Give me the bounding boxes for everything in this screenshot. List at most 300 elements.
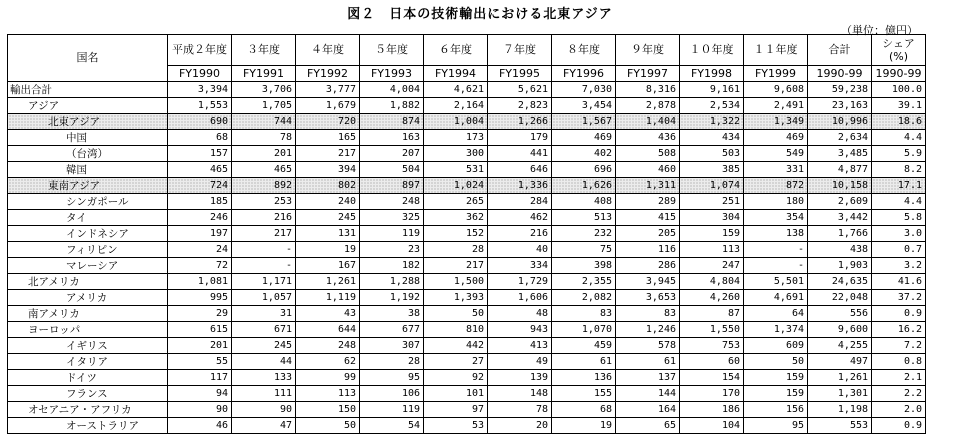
share-cell: 5.8 bbox=[872, 210, 926, 226]
value-cell: 802 bbox=[296, 178, 360, 194]
value-cell: - bbox=[744, 242, 808, 258]
value-cell: 216 bbox=[232, 210, 296, 226]
value-cell: 179 bbox=[488, 130, 552, 146]
header-year: ３年度 bbox=[232, 35, 296, 66]
row-label-cell bbox=[8, 258, 168, 274]
value-cell: 139 bbox=[488, 370, 552, 386]
value-cell: 159 bbox=[744, 386, 808, 402]
row-label-cell bbox=[8, 210, 168, 226]
value-cell: 4,004 bbox=[360, 82, 424, 98]
share-cell: 5.9 bbox=[872, 146, 926, 162]
row-label-cell bbox=[8, 274, 168, 290]
row-label: タイ bbox=[66, 211, 87, 224]
header-fiscal-year: FY1993 bbox=[360, 66, 424, 82]
value-cell: 2,082 bbox=[552, 290, 616, 306]
share-cell: 2.1 bbox=[872, 370, 926, 386]
value-cell: 136 bbox=[552, 370, 616, 386]
header-fiscal-year: FY1998 bbox=[680, 66, 744, 82]
row-label: アジア bbox=[28, 99, 60, 112]
value-cell: 60 bbox=[680, 354, 744, 370]
value-cell: 441 bbox=[488, 146, 552, 162]
value-cell: - bbox=[744, 258, 808, 274]
value-cell: 43 bbox=[296, 306, 360, 322]
row-label-cell bbox=[8, 146, 168, 162]
value-cell: 4,691 bbox=[744, 290, 808, 306]
header-year: 平成２年度 bbox=[168, 35, 232, 66]
value-cell: 247 bbox=[680, 258, 744, 274]
value-cell: 415 bbox=[616, 210, 680, 226]
value-cell: 94 bbox=[168, 386, 232, 402]
header-year: ６年度 bbox=[424, 35, 488, 66]
value-cell: 1,322 bbox=[680, 114, 744, 130]
row-label-cell bbox=[8, 194, 168, 210]
value-cell: 9,608 bbox=[744, 82, 808, 98]
value-cell: 95 bbox=[360, 370, 424, 386]
total-cell: 556 bbox=[808, 306, 872, 322]
value-cell: 3,394 bbox=[168, 82, 232, 98]
total-cell: 4,877 bbox=[808, 162, 872, 178]
header-year: ９年度 bbox=[616, 35, 680, 66]
share-cell: 41.6 bbox=[872, 274, 926, 290]
value-cell: 165 bbox=[296, 130, 360, 146]
table-row bbox=[8, 242, 926, 258]
value-cell: 334 bbox=[488, 258, 552, 274]
value-cell: 1,261 bbox=[296, 274, 360, 290]
unit-label: （単位：億円） bbox=[841, 24, 918, 37]
value-cell: 104 bbox=[680, 418, 744, 434]
value-cell: 117 bbox=[168, 370, 232, 386]
value-cell: 3,653 bbox=[616, 290, 680, 306]
table-row bbox=[8, 82, 926, 98]
value-cell: 1,074 bbox=[680, 178, 744, 194]
value-cell: 20 bbox=[488, 418, 552, 434]
value-cell: 1,288 bbox=[360, 274, 424, 290]
value-cell: 201 bbox=[168, 338, 232, 354]
value-cell: 106 bbox=[360, 386, 424, 402]
table-row bbox=[8, 98, 926, 114]
value-cell: 265 bbox=[424, 194, 488, 210]
value-cell: 50 bbox=[744, 354, 808, 370]
value-cell: 1,882 bbox=[360, 98, 424, 114]
total-cell: 4,255 bbox=[808, 338, 872, 354]
value-cell: 245 bbox=[296, 210, 360, 226]
row-label: 東南アジア bbox=[48, 179, 101, 192]
share-cell: 2.0 bbox=[872, 402, 926, 418]
row-label: イギリス bbox=[66, 339, 108, 352]
value-cell: 2,355 bbox=[552, 274, 616, 290]
value-cell: 413 bbox=[488, 338, 552, 354]
value-cell: 78 bbox=[488, 402, 552, 418]
value-cell: 154 bbox=[680, 370, 744, 386]
row-label: フランス bbox=[66, 387, 108, 400]
total-cell: 9,600 bbox=[808, 322, 872, 338]
value-cell: 5,621 bbox=[488, 82, 552, 98]
value-cell: 152 bbox=[424, 226, 488, 242]
value-cell: 1,404 bbox=[616, 114, 680, 130]
value-cell: 1,246 bbox=[616, 322, 680, 338]
value-cell: 137 bbox=[616, 370, 680, 386]
value-cell: 113 bbox=[680, 242, 744, 258]
value-cell: 240 bbox=[296, 194, 360, 210]
row-label-cell bbox=[8, 306, 168, 322]
table-row bbox=[8, 210, 926, 226]
row-label: イタリア bbox=[66, 355, 108, 368]
value-cell: 2,491 bbox=[744, 98, 808, 114]
row-label-cell bbox=[8, 354, 168, 370]
value-cell: 325 bbox=[360, 210, 424, 226]
value-cell: 1,192 bbox=[360, 290, 424, 306]
value-cell: 90 bbox=[232, 402, 296, 418]
share-cell: 0.8 bbox=[872, 354, 926, 370]
value-cell: 83 bbox=[552, 306, 616, 322]
share-cell: 37.2 bbox=[872, 290, 926, 306]
row-label-cell bbox=[8, 114, 168, 130]
value-cell: 690 bbox=[168, 114, 232, 130]
value-cell: 1,393 bbox=[424, 290, 488, 306]
header-year: ７年度 bbox=[488, 35, 552, 66]
row-label: 南アメリカ bbox=[28, 307, 80, 320]
value-cell: 47 bbox=[232, 418, 296, 434]
value-cell: 7,030 bbox=[552, 82, 616, 98]
table-row bbox=[8, 306, 926, 322]
share-cell: 4.4 bbox=[872, 130, 926, 146]
row-label-cell bbox=[8, 290, 168, 306]
value-cell: 1,119 bbox=[296, 290, 360, 306]
value-cell: 300 bbox=[424, 146, 488, 162]
value-cell: 1,626 bbox=[552, 178, 616, 194]
value-cell: 101 bbox=[424, 386, 488, 402]
value-cell: 44 bbox=[232, 354, 296, 370]
row-label-cell bbox=[8, 322, 168, 338]
table-row bbox=[8, 386, 926, 402]
value-cell: 186 bbox=[680, 402, 744, 418]
value-cell: 284 bbox=[488, 194, 552, 210]
table-row bbox=[8, 338, 926, 354]
total-cell: 1,198 bbox=[808, 402, 872, 418]
row-label: フィリピン bbox=[66, 243, 118, 256]
total-cell: 10,996 bbox=[808, 114, 872, 130]
value-cell: 2,823 bbox=[488, 98, 552, 114]
value-cell: 644 bbox=[296, 322, 360, 338]
value-cell: 469 bbox=[744, 130, 808, 146]
header-fiscal-year: FY1994 bbox=[424, 66, 488, 82]
total-cell: 59,238 bbox=[808, 82, 872, 98]
row-label-cell bbox=[8, 386, 168, 402]
header-share-range: 1990-99 bbox=[872, 66, 926, 82]
value-cell: 68 bbox=[552, 402, 616, 418]
row-label-cell bbox=[8, 82, 168, 98]
table-row bbox=[8, 162, 926, 178]
value-cell: 3,777 bbox=[296, 82, 360, 98]
row-label-cell bbox=[8, 338, 168, 354]
value-cell: - bbox=[232, 258, 296, 274]
total-cell: 3,442 bbox=[808, 210, 872, 226]
header-fiscal-year: FY1995 bbox=[488, 66, 552, 82]
value-cell: 504 bbox=[360, 162, 424, 178]
header-fiscal-year: FY1999 bbox=[744, 66, 808, 82]
value-cell: 531 bbox=[424, 162, 488, 178]
value-cell: 354 bbox=[744, 210, 808, 226]
table-row bbox=[8, 194, 926, 210]
share-cell: 8.2 bbox=[872, 162, 926, 178]
value-cell: 97 bbox=[424, 402, 488, 418]
total-cell: 2,634 bbox=[808, 130, 872, 146]
value-cell: 64 bbox=[744, 306, 808, 322]
value-cell: 286 bbox=[616, 258, 680, 274]
row-label: 韓国 bbox=[66, 163, 87, 176]
value-cell: 8,316 bbox=[616, 82, 680, 98]
share-cell: 7.2 bbox=[872, 338, 926, 354]
value-cell: 1,550 bbox=[680, 322, 744, 338]
value-cell: 465 bbox=[168, 162, 232, 178]
value-cell: 65 bbox=[616, 418, 680, 434]
value-cell: 232 bbox=[552, 226, 616, 242]
value-cell: 53 bbox=[424, 418, 488, 434]
row-label: ドイツ bbox=[66, 371, 97, 384]
row-label-cell bbox=[8, 162, 168, 178]
value-cell: 159 bbox=[680, 226, 744, 242]
value-cell: 1,057 bbox=[232, 290, 296, 306]
value-cell: 2,534 bbox=[680, 98, 744, 114]
table-row bbox=[8, 114, 926, 130]
table-row bbox=[8, 258, 926, 274]
row-label-cell bbox=[8, 226, 168, 242]
value-cell: 72 bbox=[168, 258, 232, 274]
header-year: ８年度 bbox=[552, 35, 616, 66]
value-cell: 201 bbox=[232, 146, 296, 162]
value-cell: 1,081 bbox=[168, 274, 232, 290]
value-cell: 696 bbox=[552, 162, 616, 178]
header-country: 国名 bbox=[8, 35, 168, 82]
page-title: 図２ 日本の技術輸出における北東アジア bbox=[347, 7, 613, 22]
row-label: アメリカ bbox=[66, 291, 108, 304]
row-label: 中国 bbox=[66, 131, 87, 144]
header-share: シェア (%) bbox=[872, 35, 926, 66]
value-cell: 3,454 bbox=[552, 98, 616, 114]
value-cell: 49 bbox=[488, 354, 552, 370]
value-cell: 508 bbox=[616, 146, 680, 162]
row-label-cell bbox=[8, 370, 168, 386]
value-cell: 995 bbox=[168, 290, 232, 306]
value-cell: 207 bbox=[360, 146, 424, 162]
row-label-cell bbox=[8, 402, 168, 418]
value-cell: 609 bbox=[744, 338, 808, 354]
value-cell: 398 bbox=[552, 258, 616, 274]
value-cell: 469 bbox=[552, 130, 616, 146]
total-cell: 1,301 bbox=[808, 386, 872, 402]
value-cell: 1,567 bbox=[552, 114, 616, 130]
value-cell: 29 bbox=[168, 306, 232, 322]
value-cell: 99 bbox=[296, 370, 360, 386]
value-cell: 78 bbox=[232, 130, 296, 146]
value-cell: 304 bbox=[680, 210, 744, 226]
value-cell: 1,679 bbox=[296, 98, 360, 114]
value-cell: 133 bbox=[232, 370, 296, 386]
value-cell: 119 bbox=[360, 226, 424, 242]
value-cell: 4,621 bbox=[424, 82, 488, 98]
value-cell: 1,311 bbox=[616, 178, 680, 194]
value-cell: 1,266 bbox=[488, 114, 552, 130]
row-label-cell bbox=[8, 242, 168, 258]
share-cell: 16.2 bbox=[872, 322, 926, 338]
value-cell: 62 bbox=[296, 354, 360, 370]
value-cell: 185 bbox=[168, 194, 232, 210]
row-label: インドネシア bbox=[66, 227, 129, 240]
header-fiscal-year: FY1992 bbox=[296, 66, 360, 82]
header-fiscal-year: FY1991 bbox=[232, 66, 296, 82]
value-cell: 216 bbox=[488, 226, 552, 242]
value-cell: 150 bbox=[296, 402, 360, 418]
table-row bbox=[8, 130, 926, 146]
value-cell: 1,171 bbox=[232, 274, 296, 290]
value-cell: 48 bbox=[488, 306, 552, 322]
value-cell: 38 bbox=[360, 306, 424, 322]
value-cell: 217 bbox=[232, 226, 296, 242]
value-cell: 1,004 bbox=[424, 114, 488, 130]
value-cell: 2,878 bbox=[616, 98, 680, 114]
value-cell: 753 bbox=[680, 338, 744, 354]
value-cell: 892 bbox=[232, 178, 296, 194]
share-cell: 3.2 bbox=[872, 258, 926, 274]
value-cell: 248 bbox=[296, 338, 360, 354]
row-label-cell bbox=[8, 98, 168, 114]
value-cell: 465 bbox=[232, 162, 296, 178]
value-cell: 148 bbox=[488, 386, 552, 402]
header-fiscal-year: FY1997 bbox=[616, 66, 680, 82]
value-cell: 503 bbox=[680, 146, 744, 162]
value-cell: 197 bbox=[168, 226, 232, 242]
value-cell: 1,606 bbox=[488, 290, 552, 306]
table-row bbox=[8, 322, 926, 338]
value-cell: 1,374 bbox=[744, 322, 808, 338]
value-cell: 1,349 bbox=[744, 114, 808, 130]
header-total-range: 1990-99 bbox=[808, 66, 872, 82]
table-row bbox=[8, 354, 926, 370]
value-cell: 182 bbox=[360, 258, 424, 274]
value-cell: 246 bbox=[168, 210, 232, 226]
value-cell: 23 bbox=[360, 242, 424, 258]
value-cell: 180 bbox=[744, 194, 808, 210]
value-cell: 442 bbox=[424, 338, 488, 354]
value-cell: 331 bbox=[744, 162, 808, 178]
value-cell: 4,804 bbox=[680, 274, 744, 290]
value-cell: 1,336 bbox=[488, 178, 552, 194]
table-body bbox=[8, 82, 926, 434]
value-cell: 724 bbox=[168, 178, 232, 194]
table-row bbox=[8, 178, 926, 194]
value-cell: 1,500 bbox=[424, 274, 488, 290]
table-row bbox=[8, 290, 926, 306]
value-cell: 872 bbox=[744, 178, 808, 194]
value-cell: 1,553 bbox=[168, 98, 232, 114]
value-cell: 75 bbox=[552, 242, 616, 258]
value-cell: 436 bbox=[616, 130, 680, 146]
value-cell: 245 bbox=[232, 338, 296, 354]
value-cell: 46 bbox=[168, 418, 232, 434]
total-cell: 24,635 bbox=[808, 274, 872, 290]
value-cell: 460 bbox=[616, 162, 680, 178]
total-cell: 1,903 bbox=[808, 258, 872, 274]
value-cell: 54 bbox=[360, 418, 424, 434]
total-cell: 3,485 bbox=[808, 146, 872, 162]
value-cell: 1,705 bbox=[232, 98, 296, 114]
total-cell: 1,261 bbox=[808, 370, 872, 386]
value-cell: 19 bbox=[296, 242, 360, 258]
value-cell: 1,070 bbox=[552, 322, 616, 338]
value-cell: 307 bbox=[360, 338, 424, 354]
header-year: １０年度 bbox=[680, 35, 744, 66]
value-cell: 385 bbox=[680, 162, 744, 178]
table-row bbox=[8, 146, 926, 162]
value-cell: 217 bbox=[424, 258, 488, 274]
row-label-cell bbox=[8, 130, 168, 146]
value-cell: 462 bbox=[488, 210, 552, 226]
value-cell: 9,161 bbox=[680, 82, 744, 98]
value-cell: - bbox=[232, 242, 296, 258]
row-label: 北東アジア bbox=[48, 115, 101, 128]
share-cell: 39.1 bbox=[872, 98, 926, 114]
share-cell: 100.0 bbox=[872, 82, 926, 98]
value-cell: 677 bbox=[360, 322, 424, 338]
value-cell: 95 bbox=[744, 418, 808, 434]
share-cell: 17.1 bbox=[872, 178, 926, 194]
value-cell: 671 bbox=[232, 322, 296, 338]
share-cell: 3.0 bbox=[872, 226, 926, 242]
value-cell: 362 bbox=[424, 210, 488, 226]
value-cell: 92 bbox=[424, 370, 488, 386]
value-cell: 163 bbox=[360, 130, 424, 146]
value-cell: 31 bbox=[232, 306, 296, 322]
value-cell: 164 bbox=[616, 402, 680, 418]
value-cell: 615 bbox=[168, 322, 232, 338]
value-cell: 156 bbox=[744, 402, 808, 418]
value-cell: 173 bbox=[424, 130, 488, 146]
value-cell: 394 bbox=[296, 162, 360, 178]
value-cell: 253 bbox=[232, 194, 296, 210]
header-fiscal-year: FY1990 bbox=[168, 66, 232, 82]
value-cell: 119 bbox=[360, 402, 424, 418]
header-total: 合計 bbox=[808, 35, 872, 66]
value-cell: 3,706 bbox=[232, 82, 296, 98]
value-cell: 897 bbox=[360, 178, 424, 194]
total-cell: 2,609 bbox=[808, 194, 872, 210]
row-label-cell bbox=[8, 178, 168, 194]
header-year: ５年度 bbox=[360, 35, 424, 66]
header-year: ４年度 bbox=[296, 35, 360, 66]
header-fiscal-year: FY1996 bbox=[552, 66, 616, 82]
value-cell: 61 bbox=[552, 354, 616, 370]
share-cell: 18.6 bbox=[872, 114, 926, 130]
value-cell: 549 bbox=[744, 146, 808, 162]
share-cell: 0.9 bbox=[872, 418, 926, 434]
total-cell: 10,158 bbox=[808, 178, 872, 194]
value-cell: 744 bbox=[232, 114, 296, 130]
value-cell: 5,501 bbox=[744, 274, 808, 290]
row-label: オセアニア・アフリカ bbox=[28, 403, 132, 416]
value-cell: 83 bbox=[616, 306, 680, 322]
value-cell: 874 bbox=[360, 114, 424, 130]
value-cell: 434 bbox=[680, 130, 744, 146]
value-cell: 2,164 bbox=[424, 98, 488, 114]
value-cell: 61 bbox=[616, 354, 680, 370]
value-cell: 19 bbox=[552, 418, 616, 434]
value-cell: 170 bbox=[680, 386, 744, 402]
total-cell: 553 bbox=[808, 418, 872, 434]
header-year: １１年度 bbox=[744, 35, 808, 66]
value-cell: 459 bbox=[552, 338, 616, 354]
table-row bbox=[8, 226, 926, 242]
value-cell: 87 bbox=[680, 306, 744, 322]
